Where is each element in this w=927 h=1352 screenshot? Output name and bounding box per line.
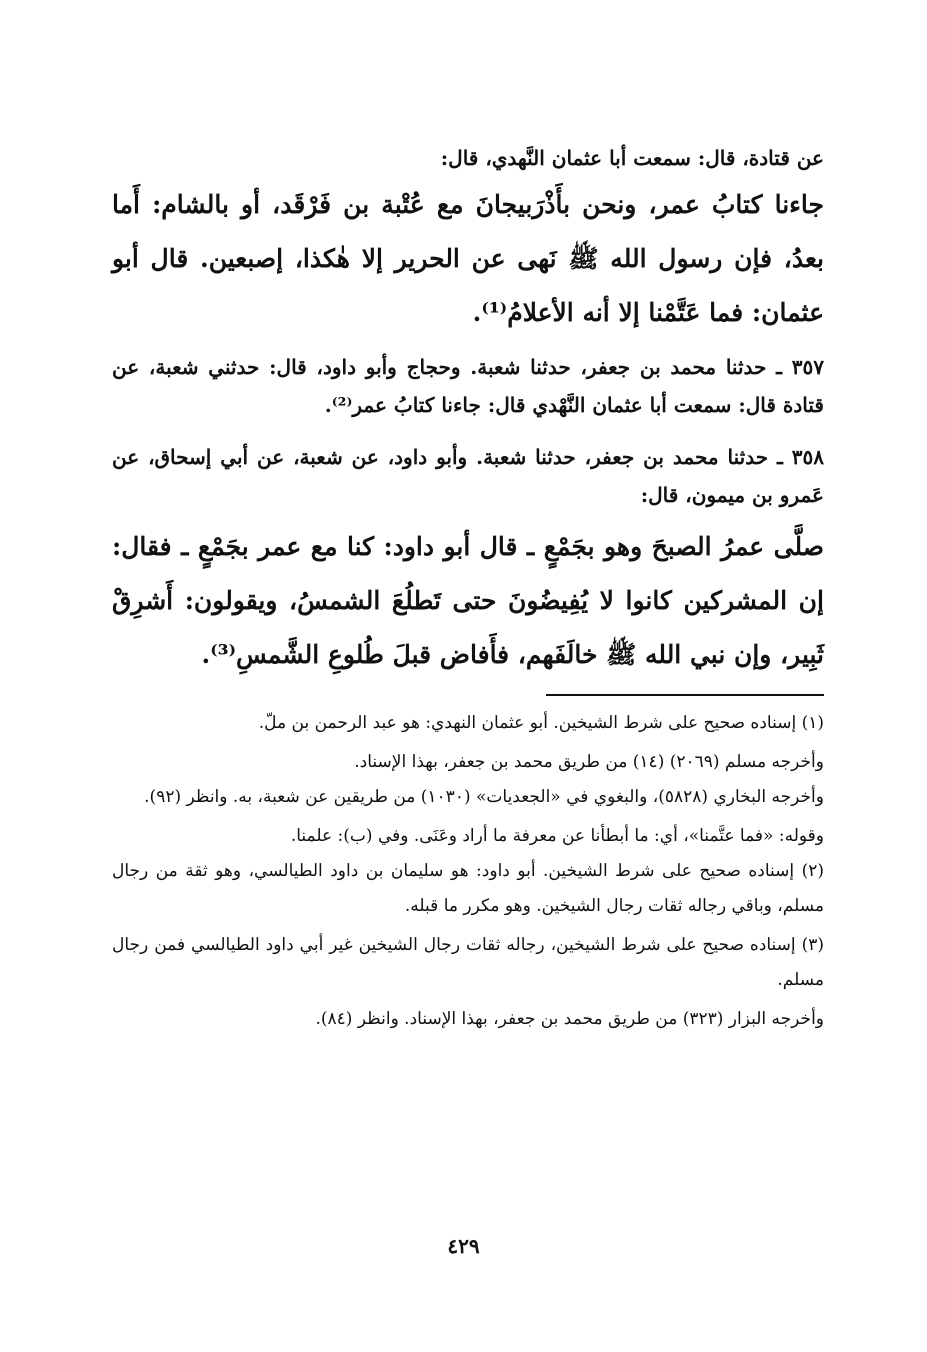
hadith-357: ٣٥٧ ـ حدثنا محمد بن جعفر، حدثنا شعبة. وحجاج وأبو داود، قال: حدثني شعبة، عن قتادة قال: سمعت أبا عثمان النَّهْدي قال: جاءنا كتابُ عمر⁽²⁾. bbox=[112, 355, 824, 417]
footnotes bbox=[112, 706, 824, 1037]
hadith-358: ٣٥٨ ـ حدثنا محمد بن جعفر، حدثنا شعبة. وأبو داود، عن شعبة، عن أبي إسحاق، عن عَمرو بن ميمون، قال: bbox=[112, 445, 824, 507]
footnote-1-muslim: وأخرجه مسلم (٢٠٦٩) (١٤) من طريق محمد بن جعفر، بهذا الإسناد. bbox=[354, 752, 824, 772]
page-body bbox=[112, 140, 824, 1037]
hadith-text-358: صلَّى عمرُ الصبحَ وهو بجَمْعٍ ـ قال أبو داود: كنا مع عمر بجَمْعٍ ـ فقال: إن المشركين كانوا لا يُفِيضُونَ حتى تَطلُعَ الشمسُ، ويقولون: أَشرِقْ ثَبِير، وإن نبي الله ﷺ خالَفَهم، فأَفاض قبلَ طُلوعِ الشَّمسِ⁽³⁾. bbox=[112, 532, 824, 669]
footnote-2: (٢) إسناده صحيح على شرط الشيخين. أبو داود: هو سليمان بن داود الطيالسي، وهو ثقة من رجال مسلم، وباقي رجاله ثقات رجال الشيخين. وهو مكرر ما قبله. bbox=[112, 861, 824, 916]
footnote-1-bukhari: وأخرجه البخاري (٥٨٢٨)، والبغوي في «الجعديات» (١٠٣٠) من طريقين عن شعبة، به. وانظر (٩٢). bbox=[144, 787, 824, 807]
footnote-3-bazzar: وأخرجه البزار (٣٢٣) من طريق محمد بن جعفر، بهذا الإسناد. وانظر (٨٤). bbox=[315, 1009, 824, 1029]
hadith-text-1: جاءنا كتابُ عمر، ونحن بأَذْرَبيجانَ مع عُتْبة بن فَرْقَد، أو بالشام: أَما بعدُ، فإن رسول الله ﷺ نَهى عن الحرير إلا هٰكذا، إصبعين. قال أبو عثمان: فما عَتَّمْنا إلا أنه الأعلامُ⁽¹⁾. bbox=[112, 190, 824, 327]
footnote-1: (١) إسناده صحيح على شرط الشيخين. أبو عثمان النهدي: هو عبد الرحمن بن ملّ. bbox=[258, 713, 824, 733]
footnote-3: (٣) إسناده صحيح على شرط الشيخين، رجاله ثقات رجال الشيخين غير أبي داود الطيالسي فمن رجال مسلم. bbox=[112, 935, 824, 990]
footnote-1-meaning: وقوله: «فما عتَّمنا»، أي: ما أبطأنا عن معرفة ما أراد وعَنَى. وفي (ب): علمنا. bbox=[290, 826, 824, 846]
page-number: ٤٢٩ bbox=[447, 1234, 480, 1258]
footnote-separator bbox=[546, 694, 824, 696]
chain-intro: عن قتادة، قال: سمعت أبا عثمان النَّهدي، قال: bbox=[440, 146, 824, 170]
